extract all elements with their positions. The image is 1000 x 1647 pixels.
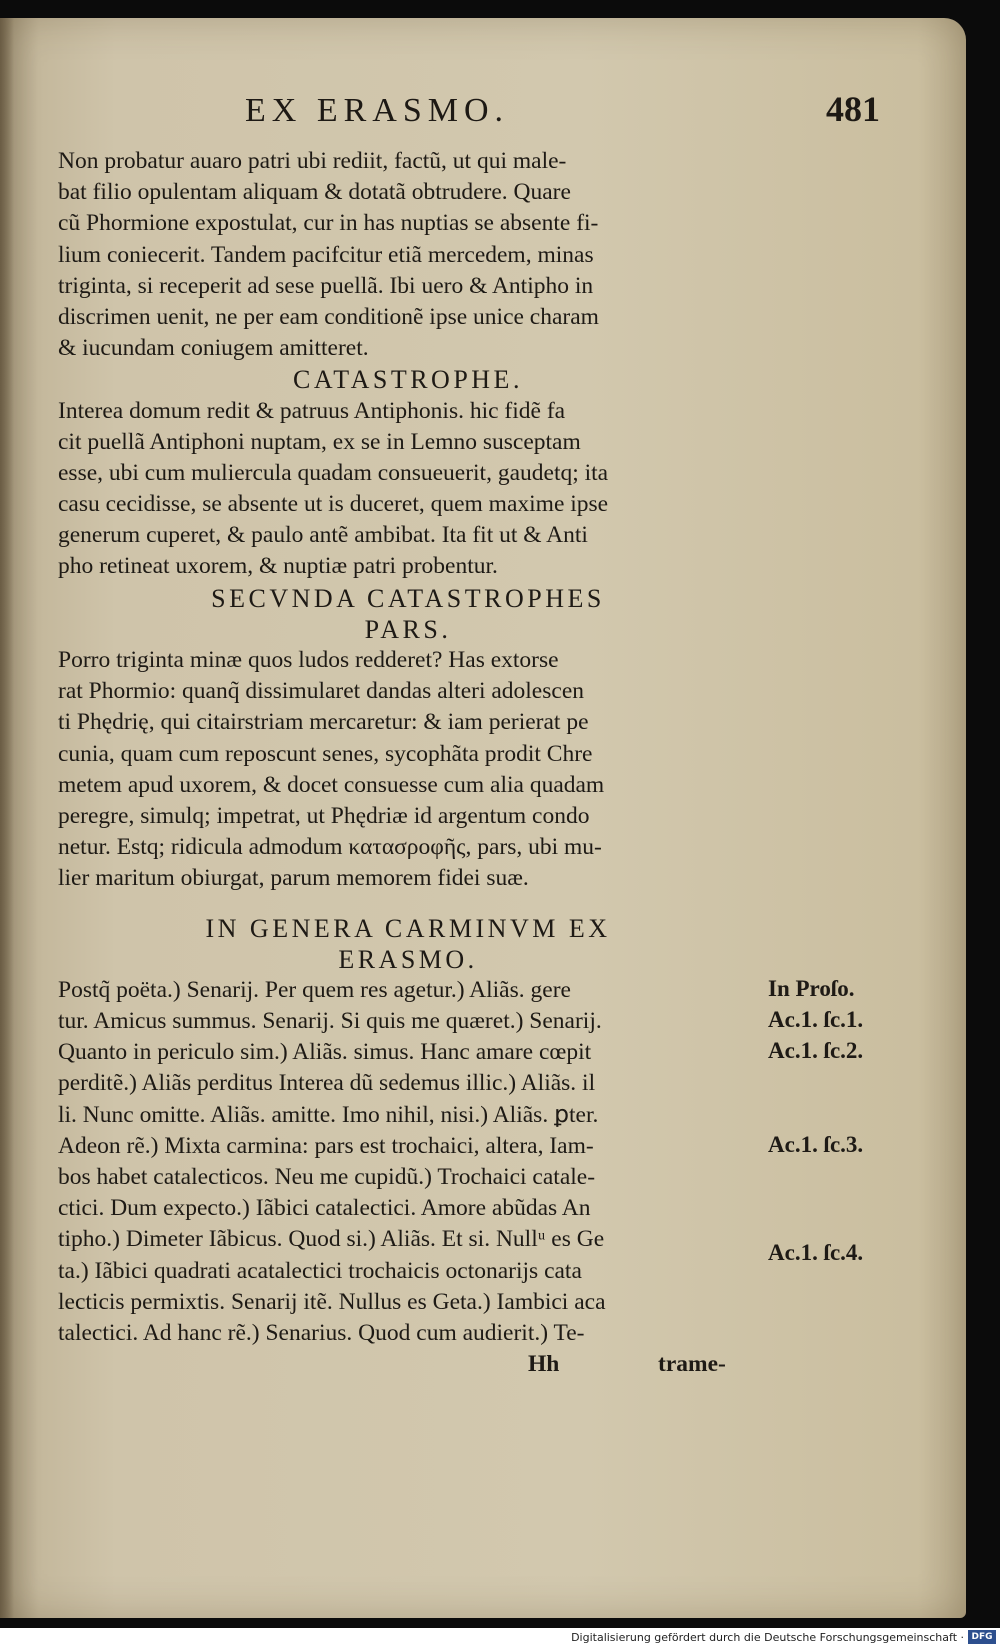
- paragraph-3: [58, 645, 758, 895]
- text-line: ctici. Dum expecto.) Iãbici catalectici. Amore abũdas An: [58, 1195, 591, 1222]
- paragraph-1: [58, 146, 758, 364]
- text-line: bat filio opulentam aliquam & dotatã obtrudere. Quare: [58, 179, 571, 206]
- text-line: cũ Phormione expostulat, cur in has nuptias se absente fi-: [58, 210, 599, 237]
- text-line: perditẽ.) Aliãs perditus Interea dũ sedemus illic.) Aliãs. il: [58, 1070, 596, 1097]
- text-line: Interea domum redit & patruus Antiphonis. hic fidẽ fa: [58, 397, 566, 424]
- footer-credit: Digitalisierung gefördert durch die Deutsche Forschungsgemeinschaft ·: [571, 1631, 964, 1644]
- margin-note: Ac.1. ſc.4.: [768, 1240, 864, 1265]
- catchword: trame-: [658, 1351, 726, 1378]
- text-line: ta.) Iãbici quadrati acatalectici trochaicis octonarijs cata: [58, 1257, 582, 1284]
- text-line: generum cuperet, & paulo antẽ ambibat. Ita fit ut & Anti: [58, 522, 588, 549]
- section-heading-genera: IN GENERA CARMINVM EX: [205, 913, 611, 943]
- running-title: EX ERASMO.: [245, 92, 510, 129]
- text-line: lecticis permixtis. Senarij itẽ. Nullus es Geta.) Iambici aca: [58, 1288, 606, 1315]
- text-line: Porro triginta minæ quos ludos redderet? Has extorse: [58, 647, 559, 673]
- signature-line: [58, 1349, 758, 1380]
- text-line: pho retineat uxorem, & nuptiæ patri probentur.: [58, 553, 498, 580]
- text-line: lier maritum obiurgat, parum memorem fidei suæ.: [58, 865, 529, 892]
- text-line: li. Nunc omitte. Aliãs. amitte. Imo nihil, nisi.) Aliãs. ꝑter.: [58, 1101, 599, 1128]
- text-line: Adeon rẽ.) Mixta carmina: pars est trochaici, altera, Iam-: [58, 1132, 594, 1159]
- section-heading-catastrophe: CATASTROPHE.: [293, 365, 523, 395]
- text-line: tipho.) Dimeter Iãbicus. Quod si.) Aliãs. Et si. Nullᵘ es Ge: [58, 1226, 605, 1253]
- section-heading-pars: PARS.: [364, 614, 452, 644]
- text-line: esse, ubi cum muliercula quadam consueuerit, gaudetq; ita: [58, 459, 609, 486]
- page-header: [60, 89, 880, 140]
- margin-note: In Proſo.: [768, 976, 855, 1001]
- text-line: rat Phormio: quanq̃ dissimularet dandas alteri adolescen: [58, 678, 584, 705]
- text-line: casu cecidisse, se absente ut is duceret, quem maxime ipse: [58, 491, 609, 518]
- margin-note: Ac.1. ſc.2.: [768, 1038, 864, 1063]
- paragraph-4: [58, 975, 758, 1349]
- text-line: lium coniecerit. Tandem pacifcitur etiã mercedem, minas: [58, 241, 594, 268]
- text-line: cit puellã Antiphoni nuptam, ex se in Lemno susceptam: [58, 428, 581, 455]
- text-line: Quanto in periculo sim.) Aliãs. simus. Hanc amare cœpit: [58, 1039, 592, 1066]
- text-line: talectici. Ad hanc rẽ.) Senarius. Quod cum audierit.) Te-: [58, 1319, 585, 1346]
- text-line: Non probatur auaro patri ubi rediit, factũ, ut qui male-: [58, 148, 567, 174]
- text-line: netur. Estq; ridicula admodum κατασροφῆς, pars, ubi mu-: [58, 834, 602, 861]
- margin-note: Ac.1. ſc.3.: [768, 1132, 864, 1157]
- section-heading-secunda: SECVNDA CATASTROPHES: [211, 583, 605, 613]
- text-line: ti Phędrię, qui citairstriam mercaretur: & iam perierat pe: [58, 709, 589, 736]
- text-line: & iucundam coniugem amitteret.: [58, 335, 369, 362]
- margin-note: Ac.1. ſc.1.: [768, 1007, 864, 1032]
- text-line: Postq̃ poëta.) Senarij. Per quem res agetur.) Aliãs. gere: [58, 976, 571, 1003]
- text-line: metem apud uxorem, & docet consuesse cum alia quadam: [58, 771, 605, 798]
- body-text: [58, 146, 758, 1380]
- text-line: cunia, quam cum reposcunt senes, sycophãta prodit Chre: [58, 740, 593, 767]
- spacer: [58, 895, 758, 913]
- text-line: discrimen uenit, ne per eam conditionẽ ipse unice charam: [58, 303, 599, 330]
- paragraph-2: [58, 396, 758, 583]
- text-line: peregre, simulq; impetrat, ut Phędriæ id argentum condo: [58, 802, 590, 829]
- text-line: bos habet catalecticos. Neu me cupidũ.) Trochaici catale-: [58, 1164, 596, 1190]
- dfg-logo: DFG: [968, 1630, 996, 1644]
- page-number: 481: [826, 89, 880, 129]
- signature-mark: Hh: [528, 1351, 560, 1378]
- text-line: triginta, si receperit ad sese puellã. Ibi uero & Antipho in: [58, 272, 594, 299]
- text-line: tur. Amicus summus. Senarij. Si quis me quæret.) Senarij.: [58, 1008, 602, 1035]
- section-heading-erasmo: ERASMO.: [338, 944, 478, 974]
